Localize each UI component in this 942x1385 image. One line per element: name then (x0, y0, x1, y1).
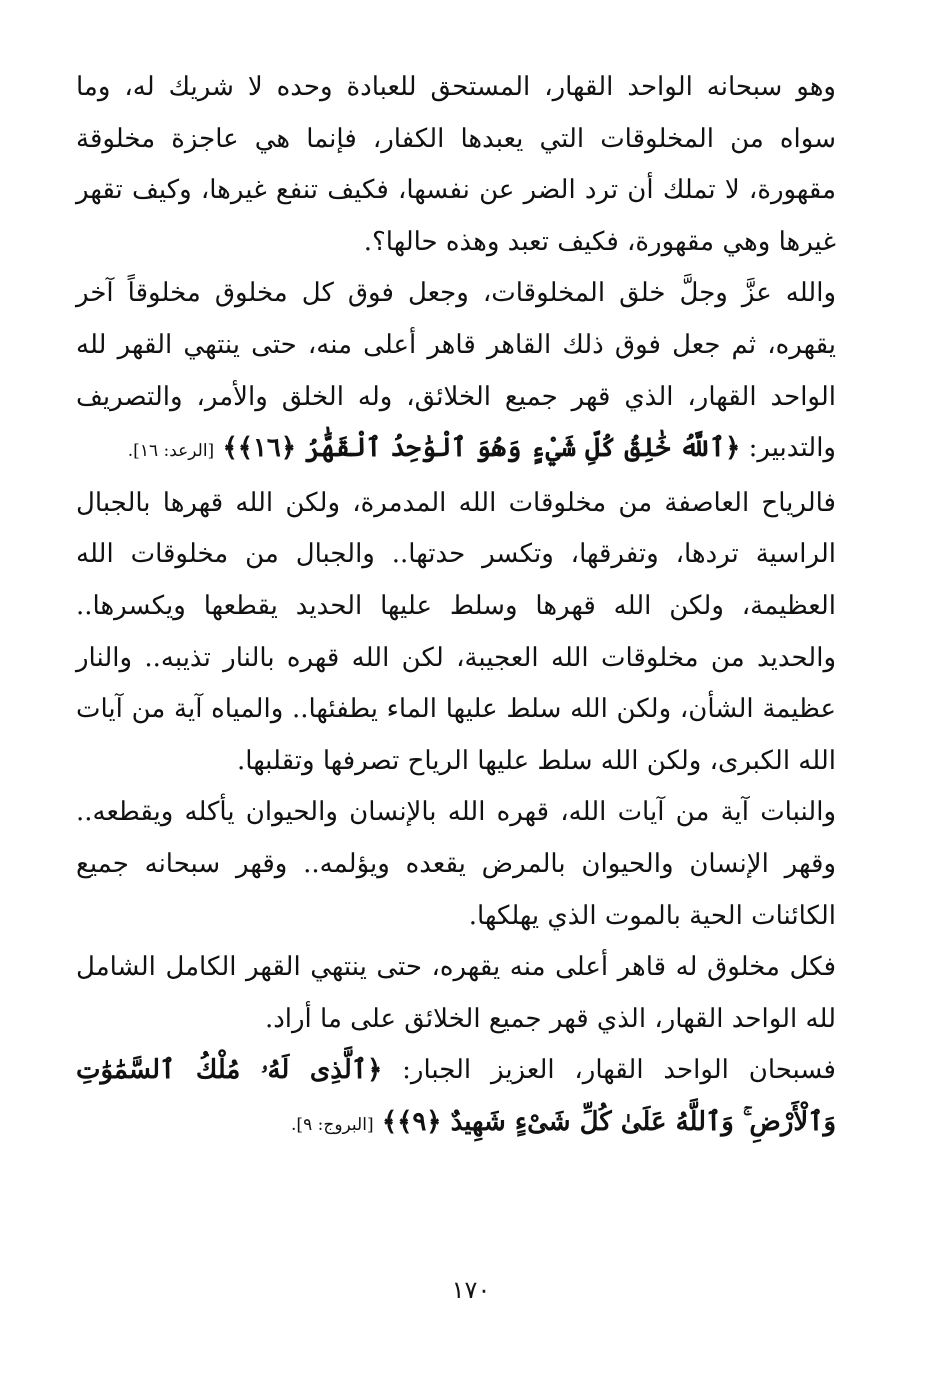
quran-verse: ﴿ٱلَّذِى لَهُۥ مُلْكُ ٱلسَّمَٰوَٰتِ وَٱلْأَرْضِ ۚ وَٱللَّهُ عَلَىٰ كُلِّ شَىْءٍ شَهِيدٌ ﴿٩﴾﴾ (76, 1055, 836, 1137)
paragraph-4 (76, 787, 836, 942)
paragraph-text: وهو سبحانه الواحد القهار، المستحق للعبادة وحده لا شريك له، وما سواه من المخلوقات التي يعبدها الكفار، فإنما هي عاجزة مخلوقة مقهورة، لا تملك أن ترد الضر عن نفسها، فكيف تنفع غيرها، وكيف تقهر غيرها وهي مقهورة، فكيف تعبد وهذه حالها؟. (76, 72, 836, 257)
body-text (76, 62, 836, 1151)
paragraph-text: والنبات آية من آيات الله، قهره الله بالإنسان والحيوان يأكله ويقطعه.. وقهر الإنسان والحيوان بالمرض يقعده ويؤلمه.. وقهر سبحانه جميع الكائنات الحية بالموت الذي يهلكها. (76, 797, 836, 931)
quran-verse: ﴿ٱللَّهُ خَٰلِقُ كُلِّ شَيْءٍ وَهُوَ ٱلْوَٰحِدُ ٱلْقَهَّٰرُ ﴿١٦﴾﴾ (222, 433, 741, 464)
paragraph-5 (76, 942, 836, 1045)
paragraph-text: فسبحان الواحد القهار، العزيز الجبار: (382, 1055, 836, 1086)
paragraph-text: والله عزَّ وجلَّ خلق المخلوقات، وجعل فوق كل مخلوق مخلوقاً آخر يقهره، ثم جعل فوق ذلك القاهر قاهر أعلى منه، حتى ينتهي القهر لله الواحد القهار، الذي قهر جميع الخلائق، وله الخلق والأمر، والتصريف والتدبير: (76, 278, 836, 464)
verse-reference: [الرعد: ١٦]. (127, 441, 215, 462)
page-number: ١٧٠ (451, 1276, 491, 1304)
paragraph-6 (76, 1045, 836, 1151)
paragraph-3 (76, 478, 836, 788)
paragraph-1 (76, 62, 836, 268)
paragraph-text: فالرياح العاصفة من مخلوقات الله المدمرة، ولكن الله قهرها بالجبال الراسية تردها، وتفرقها، وتكسر حدتها.. والجبال من مخلوقات الله العظيمة، ولكن الله قهرها وسلط عليها الحديد يقطعها ويكسرها.. والحديد من مخلوقات الله العجيبة، لكن الله قهره بالنار تذيبه.. والنار عظيمة الشأن، ولكن الله سلط عليها الماء يطفئها.. والمياه آية من آيات الله الكبرى، ولكن الله سلط عليها الرياح تصرفها وتقلبها. (76, 487, 836, 776)
verse-reference: [البروج: ٩]. (291, 1114, 374, 1135)
paragraph-2 (76, 268, 836, 477)
paragraph-text: فكل مخلوق له قاهر أعلى منه يقهره، حتى ينتهي القهر الكامل الشامل لله الواحد القهار، الذي قهر جميع الخلائق على ما أراد. (76, 952, 836, 1034)
